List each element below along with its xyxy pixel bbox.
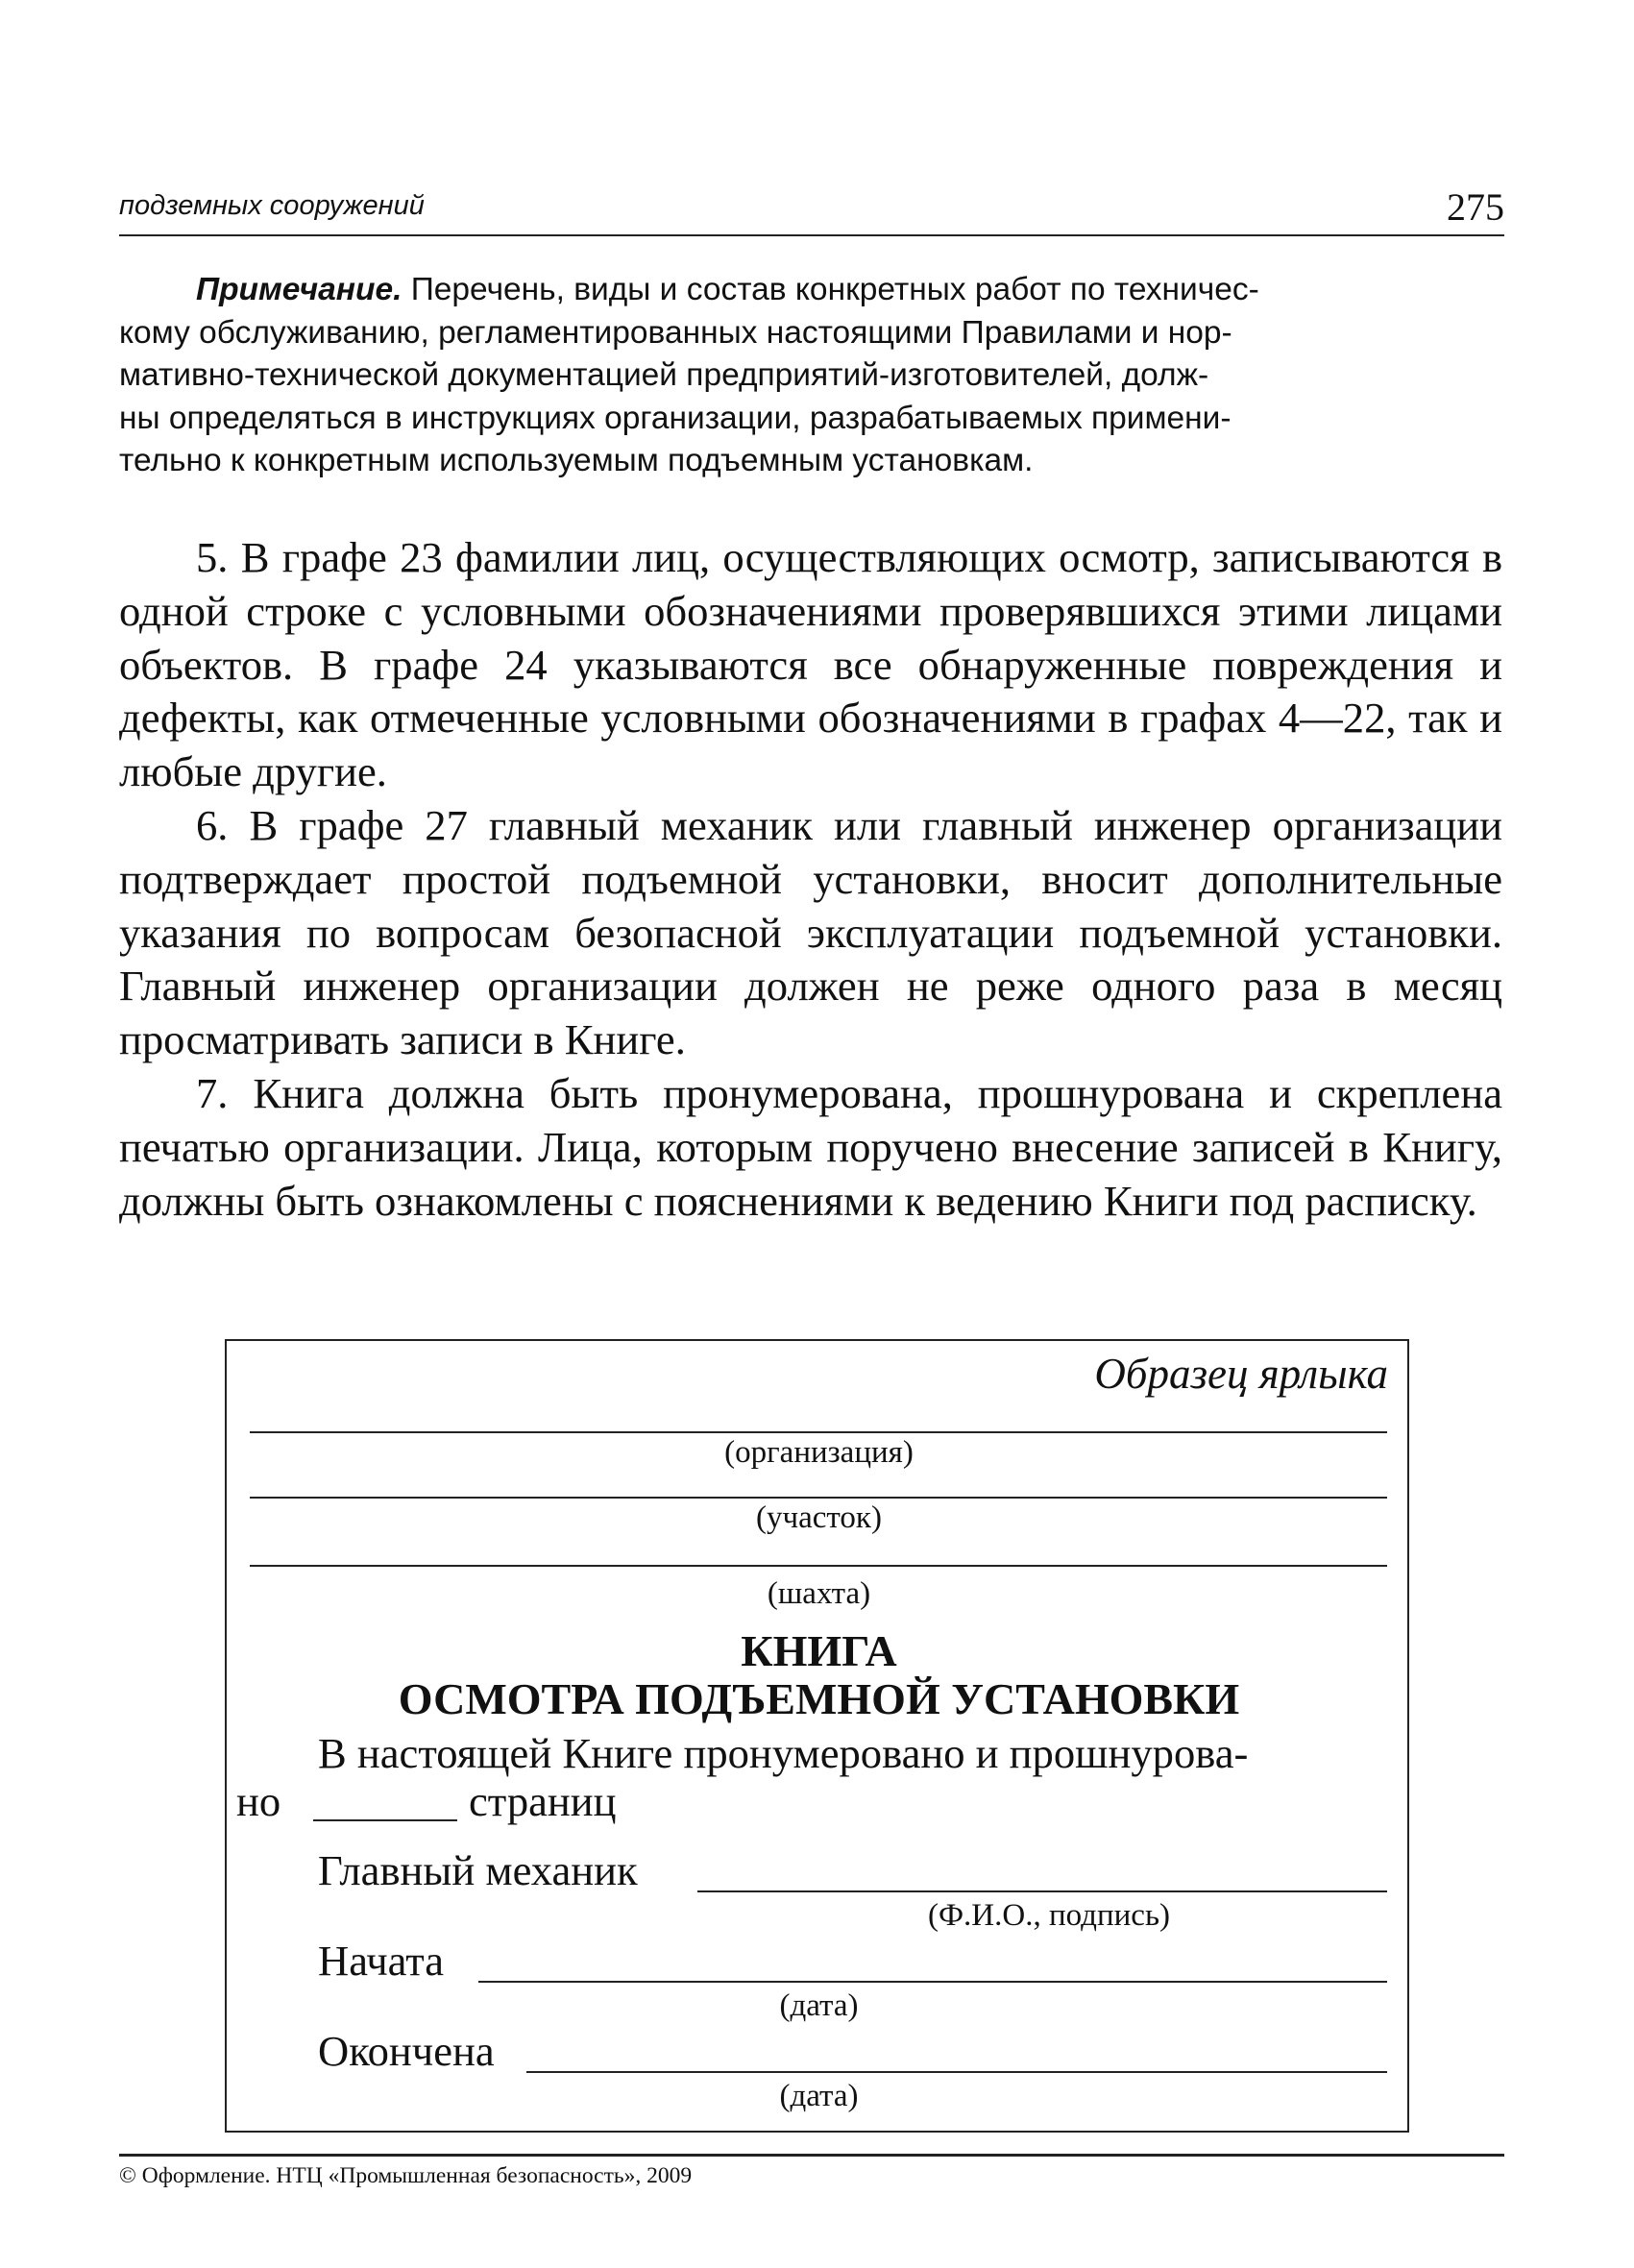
page-number: 275 [1447,185,1504,229]
footer-divider [119,2154,1504,2157]
numbered-items [119,531,1502,1228]
label-sample-title: Образец ярлыка [1094,1350,1388,1398]
note-line: кому обслуживанию, регламентированных настоящими Правилами и нор- [119,314,1232,351]
item-paragraph: 7. Книга должна быть пронумерована, прошнурована и скреплена печатью организации. Лица, которым поручено внесение записей в Книгу, должны быть ознакомлены с пояснениями к ведению Книги под расписку. [119,1068,1502,1225]
section-caption: (участок) [756,1500,882,1535]
note-line: тельно к конкретным используемым подъемным установкам. [119,443,1034,479]
finished-line [526,2071,1387,2073]
finished-label: Окончена [318,2027,495,2075]
chief-mechanic-caption: (Ф.И.О., подпись) [928,1898,1170,1933]
note-line: ны определяться в инструкциях организации, разрабатываемых примени- [119,400,1232,436]
note-label: Примечание. [196,272,402,307]
chief-mechanic-line [697,1890,1387,1892]
mine-caption: (шахта) [767,1576,871,1611]
book-title [227,1627,1411,1723]
note-line: Перечень, виды и состав конкретных работ по техничес- [410,272,1259,307]
page-count-blank [313,1819,457,1821]
finished-caption: (дата) [779,2079,859,2113]
item-paragraph: 6. В графе 27 главный механик или главный инженер организации подтверждает простой подъемной установки, вносит дополнительные указания по вопросам безопасной эксплуатации подъемной установки. Главный инженер организации должен не реже одного раза в месяц просматривать записи в Книге. [119,800,1502,1064]
chief-mechanic-label: Главный механик [318,1846,638,1894]
organization-line [250,1431,1387,1433]
page-header [119,183,1504,231]
note-paragraph [119,269,1502,483]
section-line [250,1497,1387,1499]
numbered-text-pages: страниц [469,1777,617,1825]
running-title: подземных сооружений [119,190,425,221]
label-sample-box [225,1339,1409,2133]
note-line: мативно-технической документацией предприятий-изготовителей, долж- [119,357,1209,394]
started-label: Начата [318,1937,445,1985]
numbered-text-no: но [236,1777,281,1825]
book-title-line: ОСМОТРА ПОДЪЕМНОЙ УСТАНОВКИ [398,1674,1240,1723]
started-line [478,1981,1387,1983]
header-divider [119,234,1504,236]
item-paragraph: 5. В графе 23 фамилии лиц, осуществляющих осмотр, записываются в одной строке с условными обозначениями проверявшихся этими лицами объектов. В графе 24 указываются все обнаруженные повреждения и дефекты, как отмеченные условными обозначениями в графах 4—22, так и любые другие. [119,533,1502,796]
mine-line [250,1565,1387,1567]
started-caption: (дата) [779,1988,859,2023]
numbered-text-line1: В настоящей Книге пронумеровано и прошнурова- [318,1729,1249,1777]
book-title-line: КНИГА [741,1626,897,1675]
footer-copyright: © Оформление. НТЦ «Промышленная безопасность», 2009 [119,2163,693,2188]
organization-caption: (организация) [724,1435,914,1470]
